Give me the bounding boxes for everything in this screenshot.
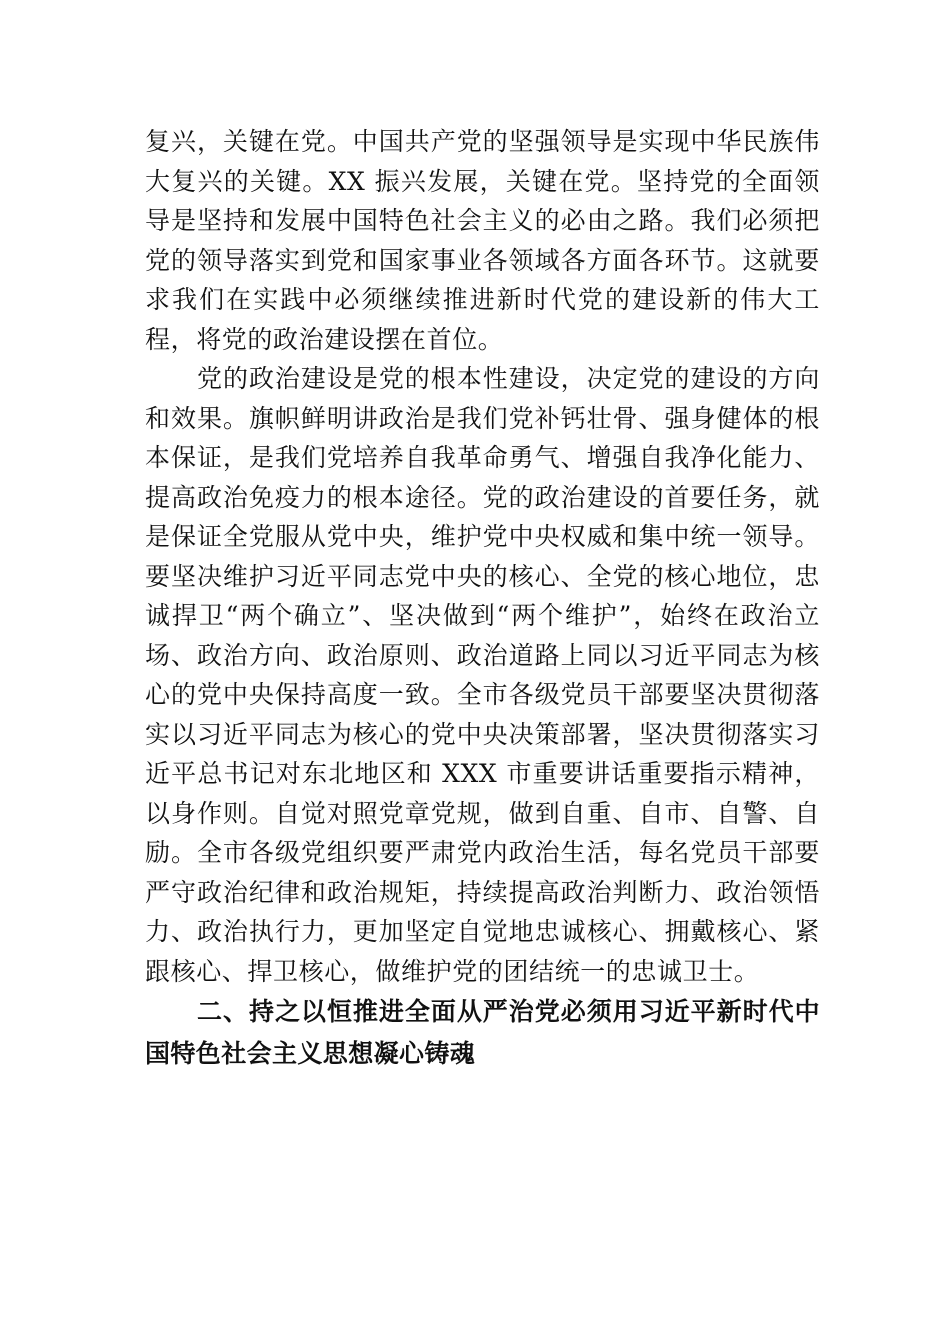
paragraph-1: 复兴，关键在党。中国共产党的坚强领导是实现中华民族伟大复兴的关键。XX 振兴发展，关键在党。坚持党的全面领导是坚持和发展中国特色社会主义的必由之路。我们必须把党的领导落实到党和国家事业各领域各方面各环节。这就要求我们在实践中必须继续推进新时代党的建设新的伟大工程，将党的政治建设摆在首位。 <box>145 127 820 354</box>
section-heading: 二、持之以恒推进全面从严治党必须用习近平新时代中国特色社会主义思想凝心铸魂 <box>145 997 820 1068</box>
paragraph-2: 党的政治建设是党的根本性建设，决定党的建设的方向和效果。旗帜鲜明讲政治是我们党补钙壮骨、强身健体的根本保证，是我们党培养自我革命勇气、增强自我净化能力、 提高政治免疫力的根本途径。党的政治建设的首要任务，就是保证全党服从党中央，维护党中央权威和集中统一领导。 要坚决维护习近平同志党中央的核心、全党的核心地位，忠诚捍卫“两个确立”、坚决做到“两个维护”，始终在政治立场、政治方向、政治原则、政治道路上同以习近平同志为核心的党中央保持高度一致。全市各级党员干部要坚决贯彻落实以习近平同志为核心的党中央决策部署，坚决贯彻落实习近平总书记对东北地区和 XXX 市重要讲话重要指示精神， 以身作则。自觉对照党章党规，做到自重、自市、自警、自励。全市各级党组织要严肃党内政治生活，每名党员干部要严守政治纪律和政治规矩，持续提高政治判断力、政治领悟力、政治执行力，更加坚定自觉地忠诚核心、拥戴核心、紧跟核心、捍卫核心，做维护党的团结统一的忠诚卫士。 <box>145 364 820 986</box>
document-body <box>145 122 820 1075</box>
